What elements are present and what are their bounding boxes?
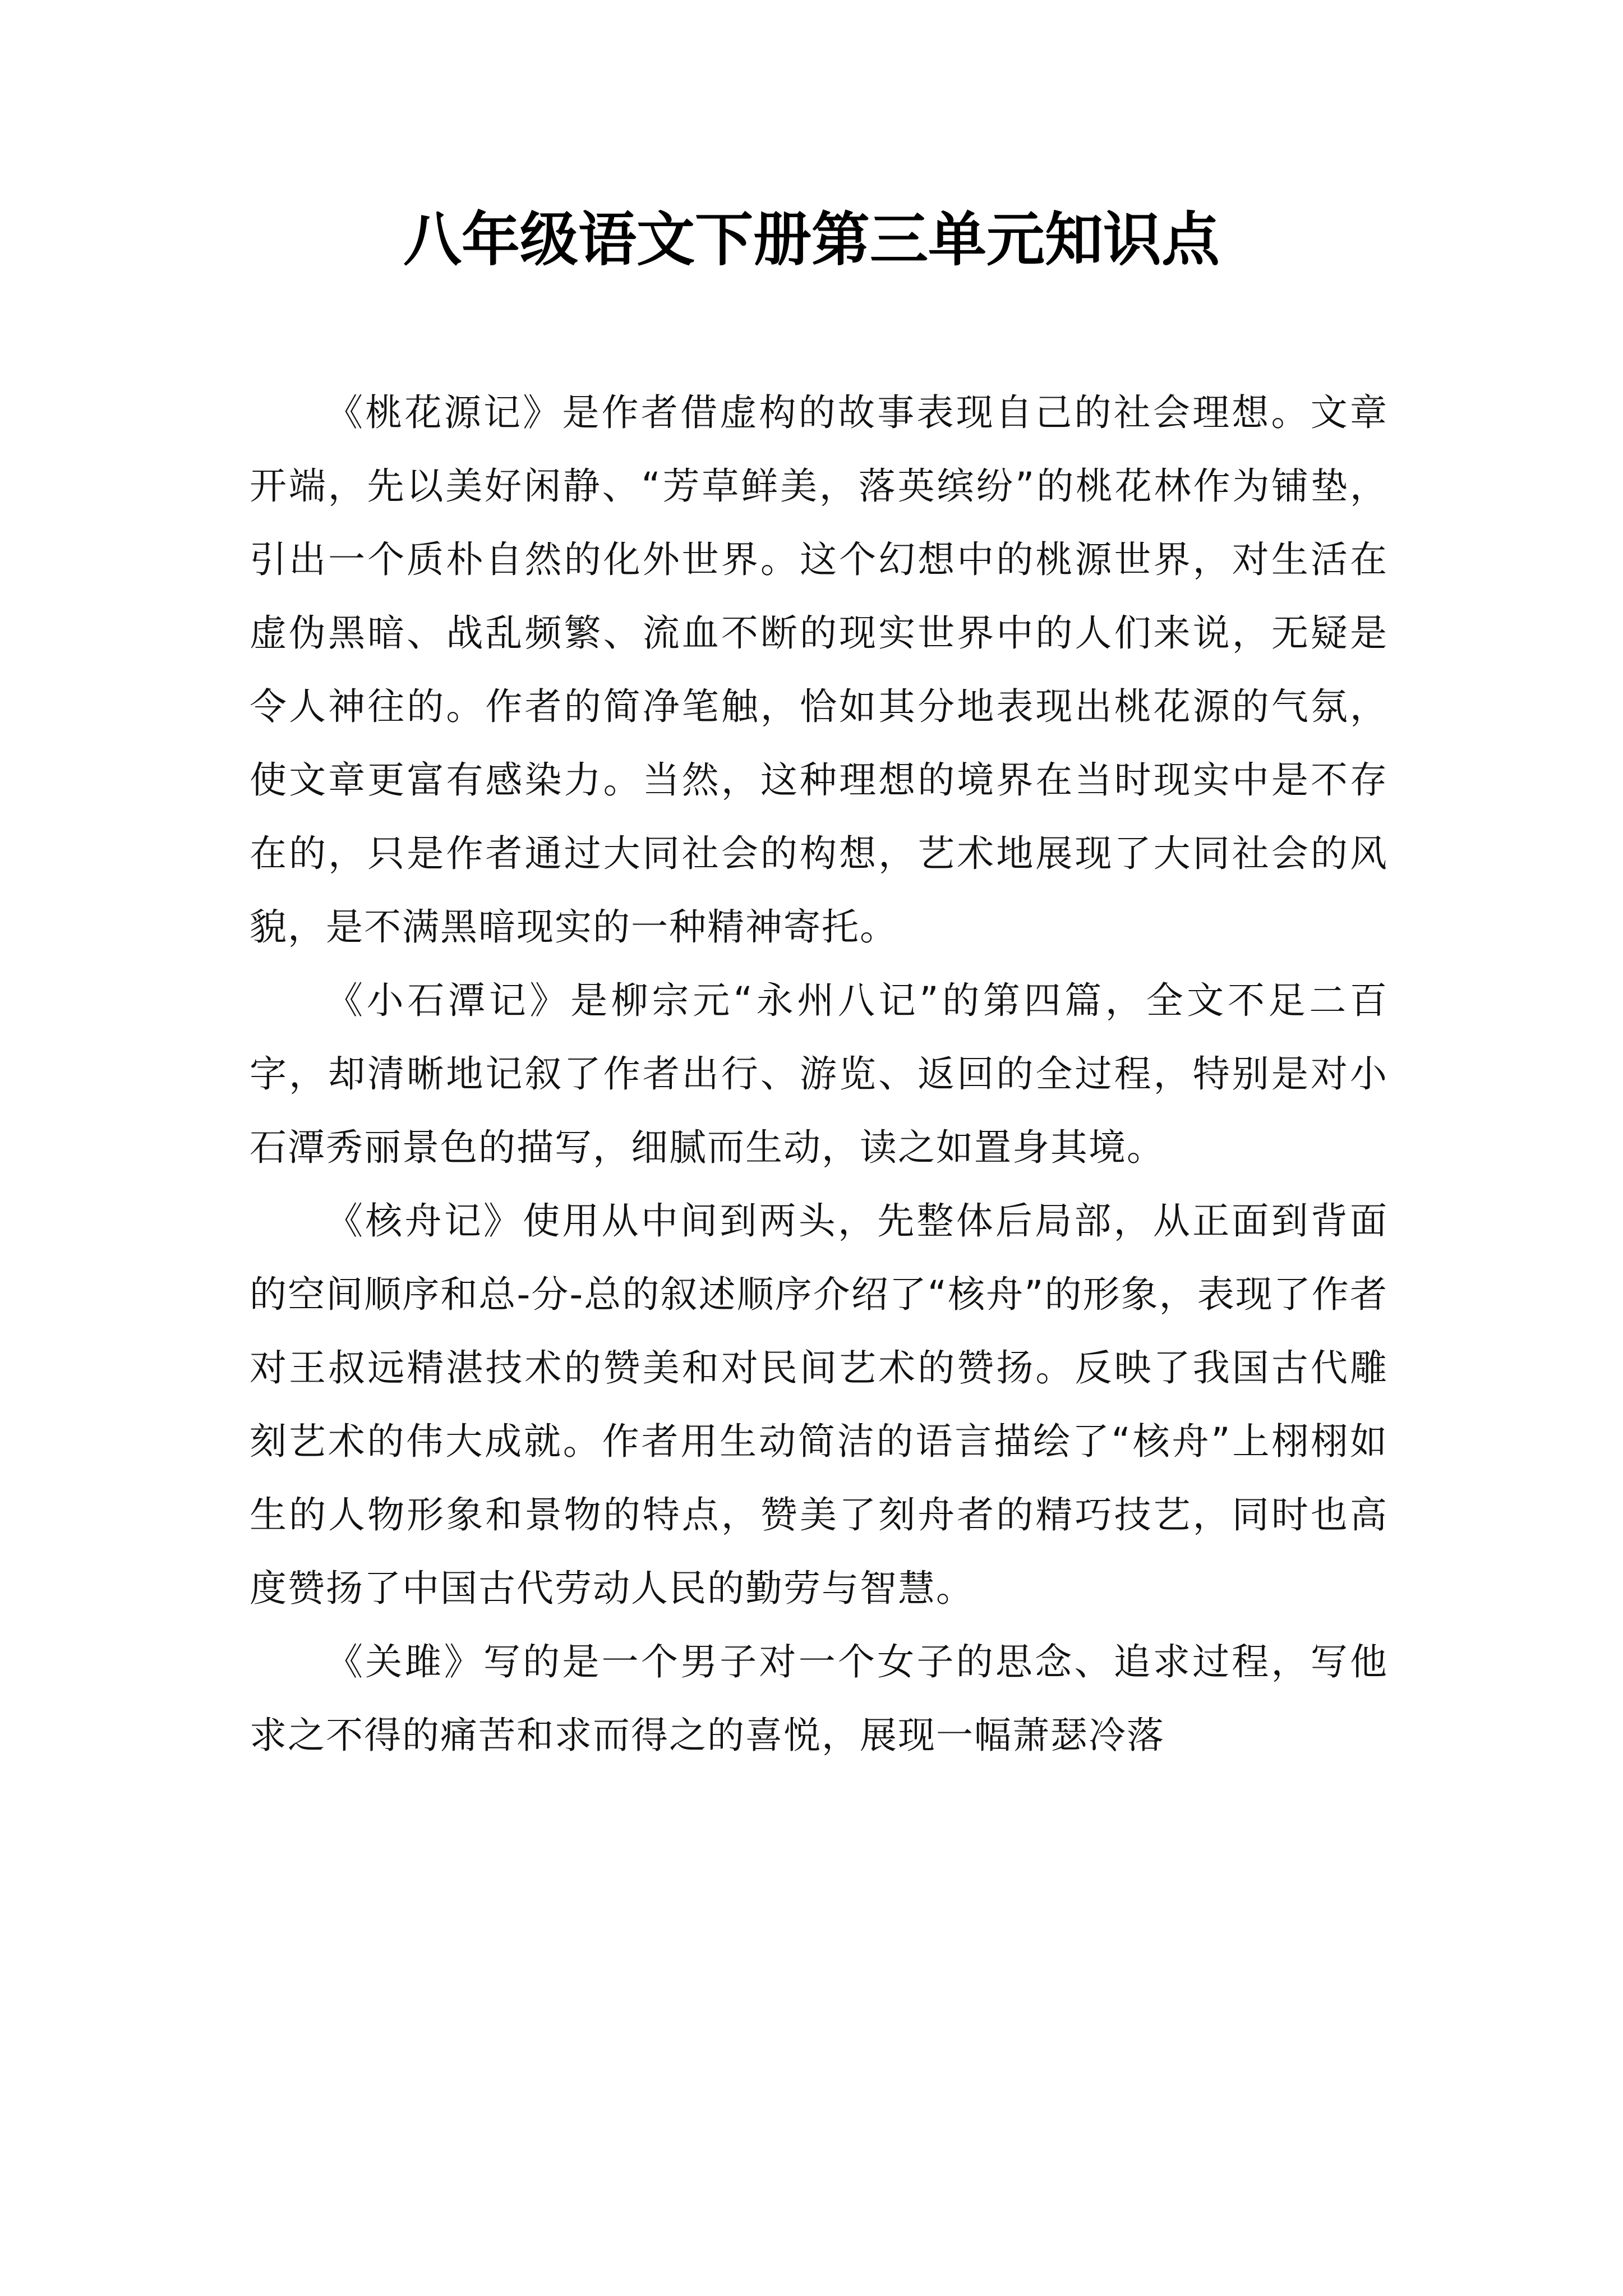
- paragraph-guanju: 《关雎》写的是一个男子对一个女子的思念、追求过程，写他求之不得的痛苦和求而得之的喜悦，展现一幅萧瑟冷落: [250, 1640, 1388, 1757]
- paragraph-hezhouji: 《核舟记》使用从中间到两头，先整体后局部，从正面到背面的空间顺序和总-分-总的叙述顺序介绍了“核舟”的形象，表现了作者对王叔远精湛技术的赞美和对民间艺术的赞扬。反映了我国古代雕刻艺术的伟大成就。作者用生动简洁的语言描绘了“核舟”上栩栩如生的人物形象和景物的特点，赞美了刻舟者的精巧技艺，同时也高度赞扬了中国古代劳动人民的勤劳与智慧。: [250, 1199, 1388, 1610]
- paragraph-taohuayuanji: 《桃花源记》是作者借虚构的故事表现自己的社会理想。文章开端，先以美好闲静、“芳草鲜美，落英缤纷”的桃花林作为铺垫，引出一个质朴自然的化外世界。这个幻想中的桃源世界，对生活在虚伪黑暗、战乱频繁、流血不断的现实世界中的人们来说，无疑是令人神往的。作者的简净笔触，恰如其分地表现出桃花源的气氛，使文章更富有感染力。当然，这种理想的境界在当时现实中是不存在的，只是作者通过大同社会的构想，艺术地展现了大同社会的风貌，是不满黑暗现实的一种精神寄托。: [250, 391, 1388, 949]
- paragraph-xiaoshitanji: 《小石潭记》是柳宗元“永州八记”的第四篇，全文不足二百字，却清晰地记叙了作者出行、游览、返回的全过程，特别是对小石潭秀丽景色的描写，细腻而生动，读之如置身其境。: [250, 979, 1388, 1169]
- document-body: [250, 376, 1388, 1772]
- document-title: 八年级语文下册第三单元知识点: [403, 205, 1220, 274]
